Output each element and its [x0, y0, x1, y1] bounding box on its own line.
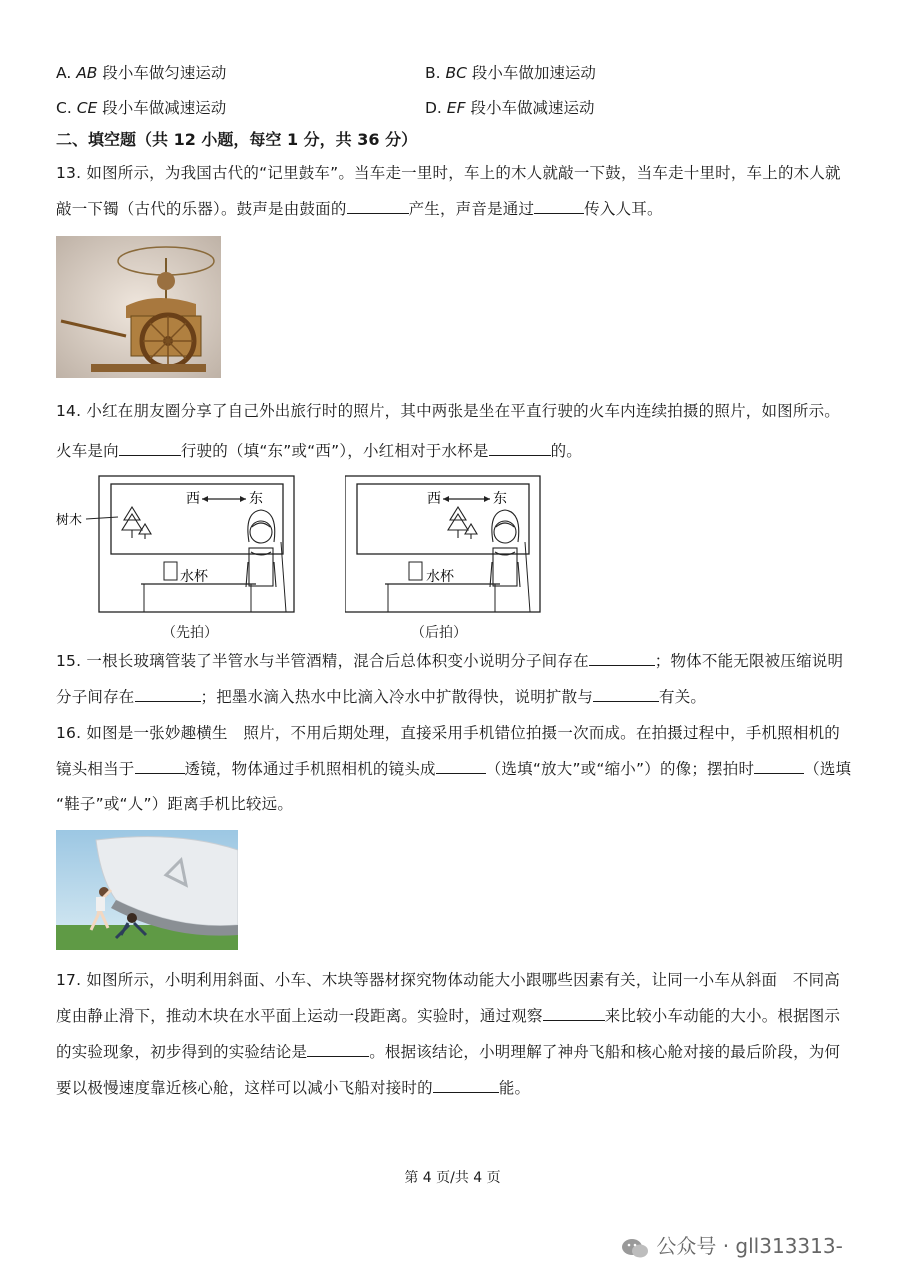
- train-photo-first: [56, 472, 306, 617]
- east-label: 东: [493, 491, 507, 507]
- q17-line2: 度由静止滑下，推动木块在水平面上运动一段距离。实验时，通过观察 来比较小车动能的大小。根据图示: [56, 1007, 841, 1025]
- caption-first: （先拍）: [162, 625, 218, 641]
- train-photo-second: [345, 472, 545, 617]
- option-d: D. EF 段小车做减速运动: [425, 99, 595, 117]
- tree-label: 树木: [56, 513, 83, 528]
- answer-blank[interactable]: [593, 686, 659, 702]
- cup-label: 水杯: [426, 569, 454, 585]
- west-label: 西: [427, 491, 441, 507]
- answer-blank[interactable]: [489, 440, 551, 456]
- q15-line1: 15. 一根长玻璃管装了半管水与半管酒精，混合后总体积变小说明分子间存在 ；物体不能无限被压缩说明: [56, 652, 844, 670]
- east-label: 东: [249, 491, 263, 507]
- tree-icon: [122, 507, 151, 539]
- cup-label: 水杯: [180, 569, 208, 585]
- watermark: 公众号 · gll313313-: [620, 1230, 843, 1260]
- q13-line1: 13. 如图所示，为我国古代的“记里鼓车”。当车走一里时，车上的木人就敲一下鼓，当车走十里时，车上的木人就: [56, 164, 841, 182]
- answer-blank[interactable]: [119, 440, 181, 456]
- answer-blank[interactable]: [543, 1005, 605, 1021]
- girl-icon: [490, 510, 520, 587]
- west-label: 西: [186, 491, 200, 507]
- answer-blank[interactable]: [135, 758, 185, 774]
- section-title: 二、填空题（共 12 小题，每空 1 分，共 36 分）: [56, 130, 418, 149]
- caption-second: （后拍）: [411, 625, 467, 641]
- tree-icon: [448, 507, 477, 539]
- option-a: A. AB 段小车做匀速运动: [56, 64, 227, 82]
- answer-blank[interactable]: [347, 198, 409, 214]
- q16-line3: “鞋子”或“人”）距离手机比较远。: [56, 795, 294, 813]
- q14-line1: 14. 小红在朋友圈分享了自己外出旅行时的照片，其中两张是坐在平直行驶的火车内连续拍摄的照片，如图所示。: [56, 402, 840, 420]
- wechat-icon: [620, 1236, 650, 1260]
- q15-line2: 分子间存在 ；把墨水滴入热水中比滴入冷水中扩散得快，说明扩散与 有关。: [56, 688, 707, 706]
- girl-icon: [246, 510, 276, 587]
- q13-line2: 敲一下镯（古代的乐器）。鼓声是由鼓面的 产生，声音是通过 传入人耳。: [56, 200, 663, 218]
- q16-line2: 镜头相当于 透镜，物体通过手机照相机的镜头成 （选填“放大”或“缩小”）的像；摆拍时 （选填: [56, 760, 852, 778]
- answer-blank[interactable]: [436, 758, 486, 774]
- q17-line4: 要以极慢速度靠近核心舱，这样可以减小飞船对接时的 能。: [56, 1079, 531, 1097]
- q16-line1: 16. 如图是一张妙趣横生 照片，不用后期处理，直接采用手机错位拍摄一次而成。在拍摄过程中，手机照相机的: [56, 724, 840, 742]
- page-footer: 第 4 页/共 4 页: [404, 1170, 501, 1186]
- sneaker-illusion-photo: [56, 830, 238, 950]
- answer-blank[interactable]: [754, 758, 804, 774]
- q17-line1: 17. 如图所示，小明利用斜面、小车、木块等器材探究物体动能大小跟哪些因素有关，让同一小车从斜面 不同高: [56, 971, 840, 989]
- q14-line2: 火车是向 行驶的（填“东”或“西”），小红相对于水杯是 的。: [56, 442, 582, 460]
- option-c: C. CE 段小车做减速运动: [56, 99, 227, 117]
- answer-blank[interactable]: [135, 686, 201, 702]
- answer-blank[interactable]: [307, 1041, 369, 1057]
- q17-line3: 的实验现象，初步得到的实验结论是 。根据该结论，小明理解了神舟飞船和核心舱对接的最后阶段，为何: [56, 1043, 841, 1061]
- answer-blank[interactable]: [589, 650, 655, 666]
- answer-blank[interactable]: [534, 198, 584, 214]
- drum-cart-photo: [56, 236, 221, 378]
- option-b: B. BC 段小车做加速运动: [425, 64, 596, 82]
- answer-blank[interactable]: [433, 1077, 499, 1093]
